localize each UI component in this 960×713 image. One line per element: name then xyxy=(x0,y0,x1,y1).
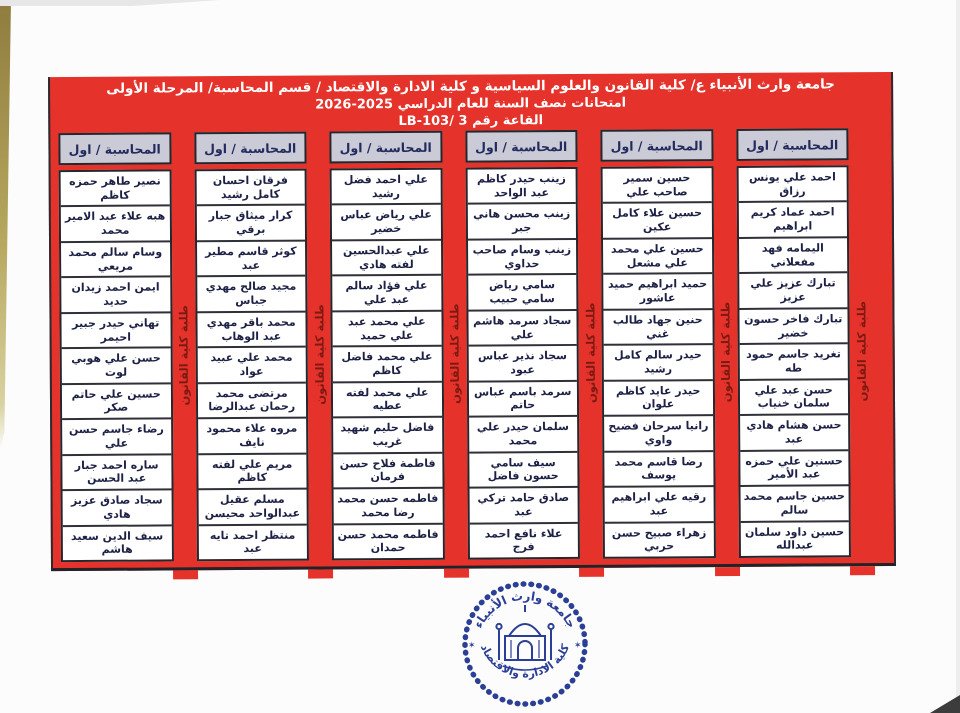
student-name-cell: علي احمد فضل رشيد xyxy=(332,170,441,206)
table-body xyxy=(465,167,580,560)
student-table xyxy=(329,131,444,561)
university-title-line: جامعة وارث الأنبياء ع/ كلية القانون والعلوم السياسية و كلية الادارة والاقتصاد / قسم المحاسبة/ المرحلة الأولى xyxy=(106,76,835,97)
table-body xyxy=(330,168,445,561)
student-name-cell: حسن هشام هادي عبد xyxy=(740,415,849,451)
table-header-cell: المحاسبة / اول xyxy=(465,130,578,163)
student-name-cell: علي محمد فاضل كاظم xyxy=(333,347,442,383)
student-name-cell: مرتضى محمد رحمان عبدالرضا xyxy=(197,383,306,419)
student-name-cell: علي عبدالحسين لفته هادي xyxy=(332,241,441,277)
seal-left-star-icon: ✶ xyxy=(468,641,476,651)
student-name-cell: حسين جاسم محمد سالم xyxy=(740,486,849,522)
student-name-cell: سجاد نذير عباس عبود xyxy=(468,346,577,382)
student-name-cell: حسن عبد علي سلمان خنياب xyxy=(739,380,848,416)
strip-vertical-label: طلبة كلية القانون xyxy=(176,305,192,406)
student-name-cell: علي محمد عبد علي حميد xyxy=(332,312,441,348)
student-name-cell: زهراء صبيح حسن حربي xyxy=(611,525,707,553)
svg-text:كلية الادارة والاقتصاد xyxy=(478,642,572,681)
student-table xyxy=(194,132,309,562)
student-name-cell: سجاد صادق عزيز هادي xyxy=(63,490,172,526)
student-table xyxy=(465,130,580,560)
student-name-cell: رضا قاسم محمد يوسف xyxy=(604,452,713,488)
student-name-cell: فاطمه حسن محمد رضا محمد xyxy=(334,489,443,525)
seal-bottom-text: كلية الادارة والاقتصاد xyxy=(477,642,573,681)
photo-right-edge xyxy=(956,0,960,713)
law-students-strip xyxy=(306,131,332,560)
table-body xyxy=(736,165,851,558)
exam-session-line: امتحانات نصف السنة للعام الدراسي 2025‏-2026 xyxy=(315,95,627,113)
table-body xyxy=(194,169,309,562)
student-name-cell: حسين داود سلمان عبدالله xyxy=(744,524,845,552)
photo-top-edge xyxy=(0,0,220,6)
student-name-cell: حيدر سالم كامل رشيد xyxy=(604,345,713,381)
student-table xyxy=(736,128,851,558)
student-name-cell: زينب وسام صاحب حداوي xyxy=(468,240,577,276)
student-name-cell: احمد عماد كريم ابراهيم xyxy=(738,203,847,239)
table-body xyxy=(59,169,174,562)
strip-vertical-label: طلبة كلية القانون xyxy=(718,301,734,403)
student-name-cell: منتظر احمد تايه عبد xyxy=(209,528,296,556)
student-name-cell: نصير طاهر حمزه كاظم xyxy=(61,171,170,207)
student-name-cell: اليمامه فهد مفعلاني xyxy=(739,238,848,274)
exam-seating-sheet xyxy=(48,72,896,571)
tables-area xyxy=(58,128,874,562)
student-name-cell: كوثر قاسم مطير عبد xyxy=(197,242,306,278)
student-table xyxy=(600,129,715,559)
law-students-strip xyxy=(848,128,874,557)
student-name-cell: سجاد سرمد هاشم علي xyxy=(468,311,577,347)
student-name-cell: حسين سمير صاحب علي xyxy=(603,168,712,204)
strip-vertical-label: طلبة كلية القانون xyxy=(447,303,463,405)
student-name-cell: تبارك عزيز علي عزيز xyxy=(739,274,848,310)
student-name-cell: فاطمه محمد حسن حمدان xyxy=(337,527,439,555)
student-name-cell: مسلم عقيل عبدالواحد محيسن xyxy=(198,490,307,526)
student-name-cell: سيف الدين سعيد هاشم xyxy=(70,528,164,557)
student-name-cell: رانيا سرحان فضيح واوي xyxy=(604,416,713,452)
student-name-cell: تهاني حيدر جبير احيمر xyxy=(61,313,170,349)
student-name-cell: مروه علاء محمود نايف xyxy=(198,419,307,455)
table-header-cell: المحاسبة / اول xyxy=(194,132,307,165)
student-name-cell: فاضل حليم شهيد غريب xyxy=(333,418,442,454)
student-name-cell: احمد علي يونس رزاق xyxy=(738,167,847,203)
student-name-cell: حسين علي حاتم صكر xyxy=(62,384,171,420)
table-header-cell: المحاسبة / اول xyxy=(600,129,713,162)
student-name-cell: زينب محسن هاني جبر xyxy=(467,204,576,240)
student-table xyxy=(58,132,173,562)
student-name-cell: صادق حامد تركي عبد xyxy=(469,488,578,524)
student-name-cell: رقيه علي ابراهيم عبد xyxy=(605,487,714,523)
student-name-cell: حميد ابراهيم حميد عاشور xyxy=(603,274,712,310)
student-name-cell: علي رياض عباس خضير xyxy=(332,205,441,241)
student-name-cell: سامي رياض سامي حبيب xyxy=(468,275,577,311)
university-seal xyxy=(452,578,598,712)
student-name-cell: حيدر عايد كاظم علوان xyxy=(604,381,713,417)
student-name-cell: مجيد صالح مهدي جباس xyxy=(197,277,306,313)
photo-left-edge xyxy=(0,0,11,450)
student-name-cell: حنين جهاد طالب غني xyxy=(603,310,712,346)
strip-vertical-label: طلبة كلية القانون xyxy=(853,301,869,402)
student-name-cell: ايمن احمد زيدان حديد xyxy=(61,278,170,314)
law-students-strip xyxy=(442,131,468,560)
student-name-cell: رضاء جاسم حسن علي xyxy=(62,420,171,456)
student-name-cell: محمد علي عبيد عواد xyxy=(197,348,306,384)
student-name-cell: هبه علاء عبد الامير محمد xyxy=(61,207,170,243)
student-name-cell: فاطمة فلاح حسن فرمان xyxy=(333,453,442,489)
student-name-cell: مريم علي لفته كاظم xyxy=(198,454,307,490)
strip-vertical-label: طلبة كلية القانون xyxy=(311,304,327,405)
photo-corner-shadow xyxy=(930,695,960,713)
student-name-cell: سرمد باسم عباس حاتم xyxy=(468,382,577,418)
law-students-strip xyxy=(171,132,197,561)
student-name-cell: حسين علاء كامل عكين xyxy=(603,204,712,240)
student-name-cell: سلمان حيدر علي محمد xyxy=(469,417,578,453)
student-name-cell: ساره احمد جبار عبد الحسن xyxy=(62,455,171,491)
table-header-cell: المحاسبة / اول xyxy=(329,131,442,164)
student-name-cell: محمد باقر مهدي عبد الوهاب xyxy=(197,312,306,348)
student-name-cell: علي محمد لفته عطيه xyxy=(333,382,442,418)
student-name-cell: علاء نافع احمد فرج xyxy=(484,526,563,554)
student-name-cell: حسين علي محمد علي مشعل xyxy=(603,239,712,275)
sheet-header xyxy=(50,76,891,132)
shrine-icon xyxy=(496,605,553,670)
student-name-cell: تغريد جاسم حمود طه xyxy=(739,345,848,381)
student-name-cell: حسنين علي حمزه عبد الأمير xyxy=(740,451,849,487)
student-name-cell: سيف سامي حسون فاضل xyxy=(469,453,578,489)
table-header-cell: المحاسبة / اول xyxy=(736,128,849,161)
strip-vertical-label: طلبة كلية القانون xyxy=(582,302,598,404)
student-name-cell: حسن علي هوبي لوت xyxy=(62,349,171,385)
table-body xyxy=(601,166,716,559)
law-students-strip xyxy=(577,130,603,559)
seal-top-text: جامعة وارث الأنبياء xyxy=(470,588,579,631)
student-name-cell: علي فؤاد سالم عبد علي xyxy=(332,276,441,312)
student-name-cell: تبارك فاخر حسون خضير xyxy=(739,309,848,345)
room-number-line: القاعة رقم 3 /LB-103 xyxy=(398,113,544,130)
student-name-cell: فرقان احسان كامل رشيد xyxy=(196,171,305,207)
student-name-cell: كرار ميثاق جبار برقي xyxy=(196,206,305,242)
law-students-strip xyxy=(713,129,739,558)
table-header-cell: المحاسبة / اول xyxy=(58,132,171,165)
student-name-cell: وسام سالم محمد مريعي xyxy=(61,242,170,278)
seal-right-star-icon: ✶ xyxy=(574,641,582,651)
student-name-cell: زينب حيدر كاظم عبد الواحد xyxy=(467,169,576,205)
